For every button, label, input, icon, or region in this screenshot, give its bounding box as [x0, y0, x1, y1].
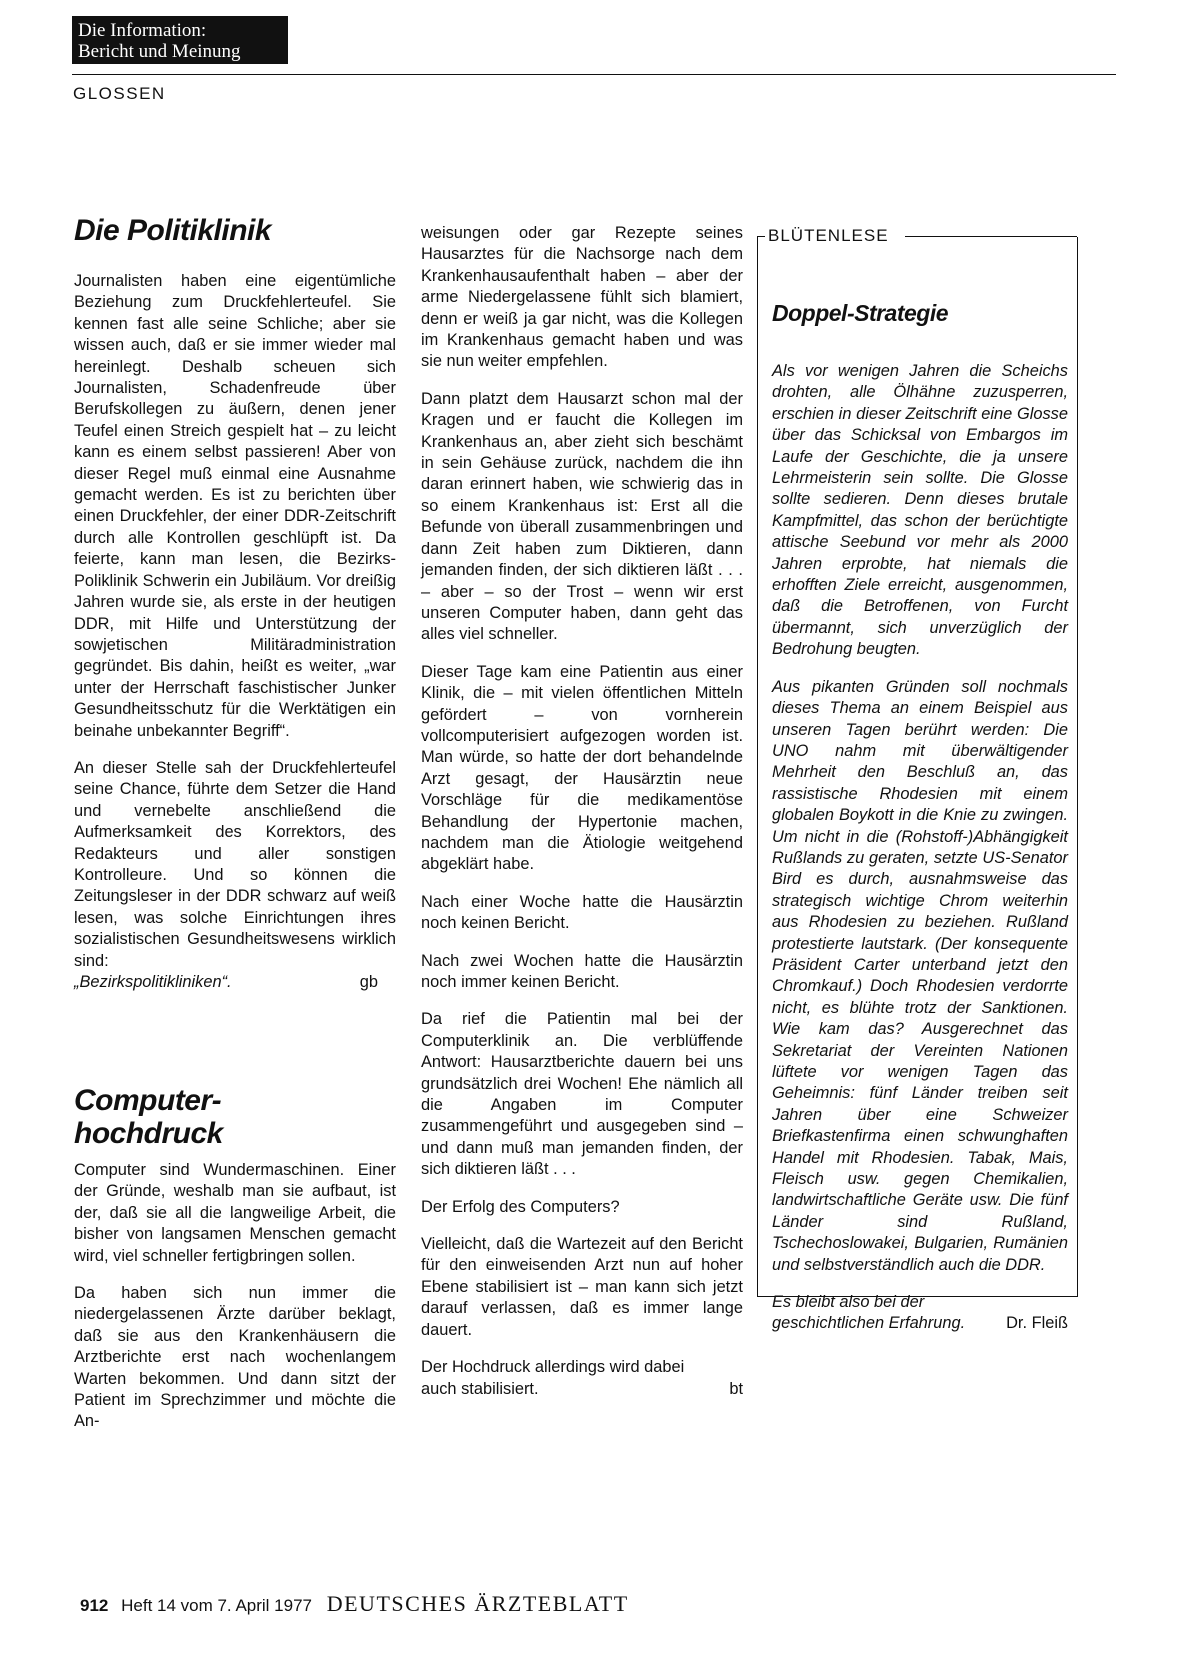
closing-line [74, 972, 396, 993]
article-computerhochdruck-start [74, 1084, 396, 1449]
article-title-doppel-strategie: Doppel-Strategie [772, 300, 949, 326]
paragraph [74, 758, 396, 972]
paragraph: Da rief die Patientin mal bei der Computerklinik an. Die verblüffende Antwort: Hausarztberichte dauern bei uns grundsätzlich drei Wochen! Ehe nämlich all die Angaben im Computer zusammengeführt und ausgegeben sind – und dann muß man jemanden finden, der sich diktieren läßt . . . [421, 1010, 743, 1179]
closing-text: Es bleibt also bei der geschichtlichen Erfahrung. [772, 1293, 966, 1333]
paragraph: weisungen oder gar Rezepte seines Hausarztes für die Nachsorge nach dem Krankenhausaufenthalt haben – aber der arme Niedergelassene fühlt sich blamiert, denn er weiß ja gar nicht, was die Kollegen im Krankenhaus gemacht haben und was sie nun weiter empfehlen. [421, 224, 743, 371]
paragraph: Dann platzt dem Hausarzt schon mal der Kragen und er faucht die Kollegen im Krankenhaus an, aber zieht sich beschämt in sein Gehäuse zurück, nachdem die ihn daran erinnert haben, wie schwierig das in so einem Krankenhaus ist: Erst all die Befunde von überall zusammenbringen und dann Zeit haben zum Diktieren, dann jemanden finden, der sich diktieren läßt . . . – aber – so der Trost – wenn wir erst unseren Computer haben, dann geht das alles viel schneller. [421, 389, 743, 644]
paragraph: Journalisten haben eine eigentümliche Beziehung zum Druckfehlerteufel. Sie kennen fast alle seine Schliche; aber sie wissen auch, daß er sie immer wieder mal hereinlegt. Deshalb scheuen sich Journalisten, Schadenfreude über Berufskollegen zu äußern, denen jener Teufel einen Streich gespielt hat – zu leicht kann es einem selbst passieren! Aber von dieser Regel muß einmal eine Ausnahme gemacht werden. Es ist zu berichten über einen Druckfehler, der einer DDR-Zeitschrift durch alle Kontrollen geschlüpft ist. Da feierte, kann man lesen, die Bezirks-Poliklinik Schwerin ein Jubiläum. Vor dreißig Jahren wurde sie, als erste in der heutigen DDR, mit Hilfe und Unterstützung der sowjetischen Militäradministration gegründet. Bis dahin, heißt es weiter, „war unter der Herrschaft faschistischer Junker Gesundheitsschutz für die Werktätigen ein beinahe unbekannter Begriff“. [74, 272, 396, 740]
paragraph: Vielleicht, daß die Wartezeit auf den Bericht für den einweisenden Arzt nun auf hoher Ebene stabilisiert ist – man kann sich jetzt darauf verlassen, daß es immer lange dauert. [421, 1235, 743, 1339]
issue-info: Heft 14 vom 7. April 1977 [121, 1596, 312, 1615]
paragraph: Computer sind Wundermaschinen. Einer der Gründe, weshalb man sie aufbaut, ist der, daß sie all die langweilige Arbeit, die bisher von langsamen Menschen gemacht wird, viel schneller fertigbringen sollen. [74, 1161, 396, 1265]
magazine-name: DEUTSCHES ÄRZTEBLATT [326, 1591, 629, 1616]
closing-text: Der Hochdruck allerdings wird dabei auch stabilisiert. [421, 1358, 685, 1398]
box-rule [757, 236, 765, 237]
box-label: BLÜTENLESE [768, 226, 889, 245]
box-rule [905, 236, 1077, 237]
article-doppel-strategie [772, 300, 1068, 1335]
section-label: GLOSSEN [73, 84, 166, 103]
title-line: Computer- [74, 1084, 222, 1117]
page-number: 912 [80, 1596, 109, 1615]
paragraph: Dieser Tage kam eine Patientin aus einer Klinik, die – mit vielen öffentlichen Mitteln gefördert – von vornherein vollcomputerisiert aufgezogen worden ist. Man würde, so hatte der dort behandelnde Arzt gesagt, der Hausärztin neue Vorschläge für die medikamentöse Behandlung der Hypertonie machen, nachdem man die Ätiologie weitgehend abgeklärt habe. [421, 662, 743, 874]
author-name: Dr. Fleiß [1006, 1314, 1068, 1333]
paragraph: Nach einer Woche hatte die Hausärztin noch keinen Bericht. [421, 892, 743, 933]
page-footer [80, 1591, 629, 1617]
article-title-politiklinik: Die Politiklinik [74, 214, 272, 247]
closing-text: „Bezirkspolitikliniken“. [74, 973, 232, 991]
paragraph: Da haben sich nun immer die niedergelassenen Ärzte darüber beklagt, daß sie aus den Krankenhäusern die Arztberichte erst nach wochenlangem Warten bekommen. Und dann sitzt der Patient im Sprechzimmer und möchte die An- [74, 1284, 396, 1431]
paragraph: Nach zwei Wochen hatte die Hausärztin noch immer keinen Bericht. [421, 951, 743, 991]
paragraph: Als vor wenigen Jahren die Scheichs drohten, alle Ölhähne zuzusperren, erschien in dieser Zeitschrift eine Glosse über das Schicksal von Embargos im Laufe der Geschichte, die ja unsere Lehrmeisterin sein sollte. Die Glosse sollte sedieren. Denn dieses brutale Kampfmittel, das schon der berüchtigte attische Seebund vor mehr als 2000 Jahren erprobte, hat niemals die erhofften Ziele erreicht, ausgenommen, daß die Betroffenen, von Furcht übermannt, sich unverzüglich der Bedrohung beugten. [772, 362, 1068, 659]
author-initials: bt [729, 1379, 743, 1398]
header-box [72, 16, 288, 64]
closing-line [421, 1357, 743, 1400]
article-politiklinik [74, 214, 396, 993]
paragraph: Der Erfolg des Computers? [421, 1197, 620, 1216]
header-line-1: Die Information: [78, 20, 207, 41]
title-line: hochdruck [74, 1117, 223, 1150]
author-initials: gb [359, 973, 378, 991]
header-line-2: Bericht und Meinung [78, 41, 241, 62]
article-computerhochdruck-continued [421, 223, 743, 1400]
closing-line [772, 1292, 1068, 1335]
paragraph: Aus pikanten Gründen soll nochmals dieses Thema an einem Beispiel aus unseren Tagen berührt werden: Die UNO nahm mit überwältigender Mehrheit den Beschluß an, das rassistische Rhodesien mit einem globalen Boykott in die Knie zu zwingen. Um nicht in die (Rohstoff-)Abhängigkeit Rußlands zu geraten, setzte US-Senator Bird es durch, ausnahmsweise das strategisch wichtige Chrom weiterhin aus Rhodesien zu beziehen. Rußland protestierte lautstark. (Der konsequente Präsident Carter unterband jetzt den Chromkauf.) Doch Rhodesien verdorrte nicht, es blühte trotz der Sanktionen. Wie kam das? Ausgerechnet das Sekretariat der Vereinten Nationen lüftete vor wenigen Tagen das Geheimnis: fünf Länder treiben seit Jahren über eine Schweizer Briefkastenfirma einen schwunghaften Handel mit Rhodesien. Tabak, Mais, Fleisch usw. gegen Chemikalien, landwirtschaftliche Geräte usw. Die fünf Länder sind Rußland, Tschechoslowakei, Bulgarien, Rumänien und selbstverständlich auch die DDR. [772, 677, 1068, 1274]
paragraph-text: An dieser Stelle sah der Druckfehlerteufel seine Chance, führte dem Setzer die Hand und vernebelte anschließend die Aufmerksamkeit des Korrektors, des Redakteurs und aller sonstigen Kontrolleure. Und so können die Zeitungsleser in der DDR schwarz auf weiß lesen, was solche Einrichtungen ihres sozialistischen Gesundheitswesens wirklich sind: [74, 758, 396, 970]
header-rule [72, 74, 1116, 75]
article-title-computerhochdruck [74, 1084, 396, 1150]
